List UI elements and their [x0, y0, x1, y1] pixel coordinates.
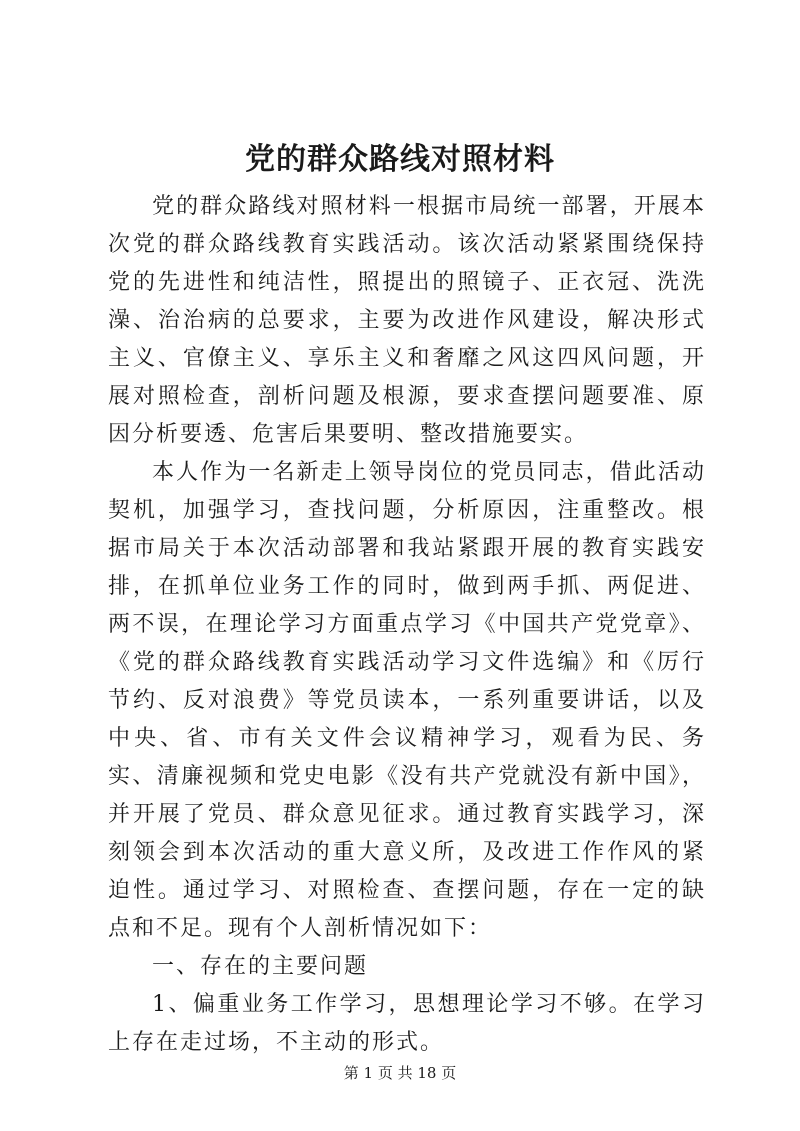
- document-title: 党的群众路线对照材料: [245, 142, 555, 177]
- section-heading: 一、存在的主要问题: [152, 954, 369, 979]
- paragraph-problem-1: 1、偏重业务工作学习，思想理论学习不够。在学习上存在走过场，不主动的形式。: [108, 992, 706, 1055]
- paragraph-intro: 党的群众路线对照材料一根据市局统一部署，开展本次党的群众路线教育实践活动。该次活动紧紧围绕保持党的先进性和纯洁性，照提出的照镜子、正衣冠、洗洗澡、治治病的总要求，主要为改进作风建设，解决形式主义、官僚主义、享乐主义和奢靡之风这四风问题，开展对照检查，剖析问题及根源，要求查摆问题要准、原因分析要透、危害后果要明、整改措施要实。: [108, 194, 706, 447]
- page-number-footer: 第 1 页 共 18 页: [343, 1064, 457, 1082]
- document-body: [108, 188, 706, 1062]
- paragraph-self-analysis: 本人作为一名新走上领导岗位的党员同志，借此活动契机，加强学习，查找问题，分析原因，注重整改。根据市局关于本次活动部署和我站紧跟开展的教育实践安排，在抓单位业务工作的同时，做到两手抓、两促进、两不误，在理论学习方面重点学习《中国共产党党章》、《党的群众路线教育实践活动学习文件选编》和《厉行节约、反对浪费》等党员读本，一系列重要讲话，以及中央、省、市有关文件会议精神学习，观看为民、务实、清廉视频和党史电影《没有共产党就没有新中国》，并开展了党员、群众意见征求。通过教育实践学习，深刻领会到本次活动的重大意义所，及改进工作作风的紧迫性。通过学习、对照检查、查摆问题，存在一定的缺点和不足。现有个人剖析情况如下：: [108, 460, 706, 941]
